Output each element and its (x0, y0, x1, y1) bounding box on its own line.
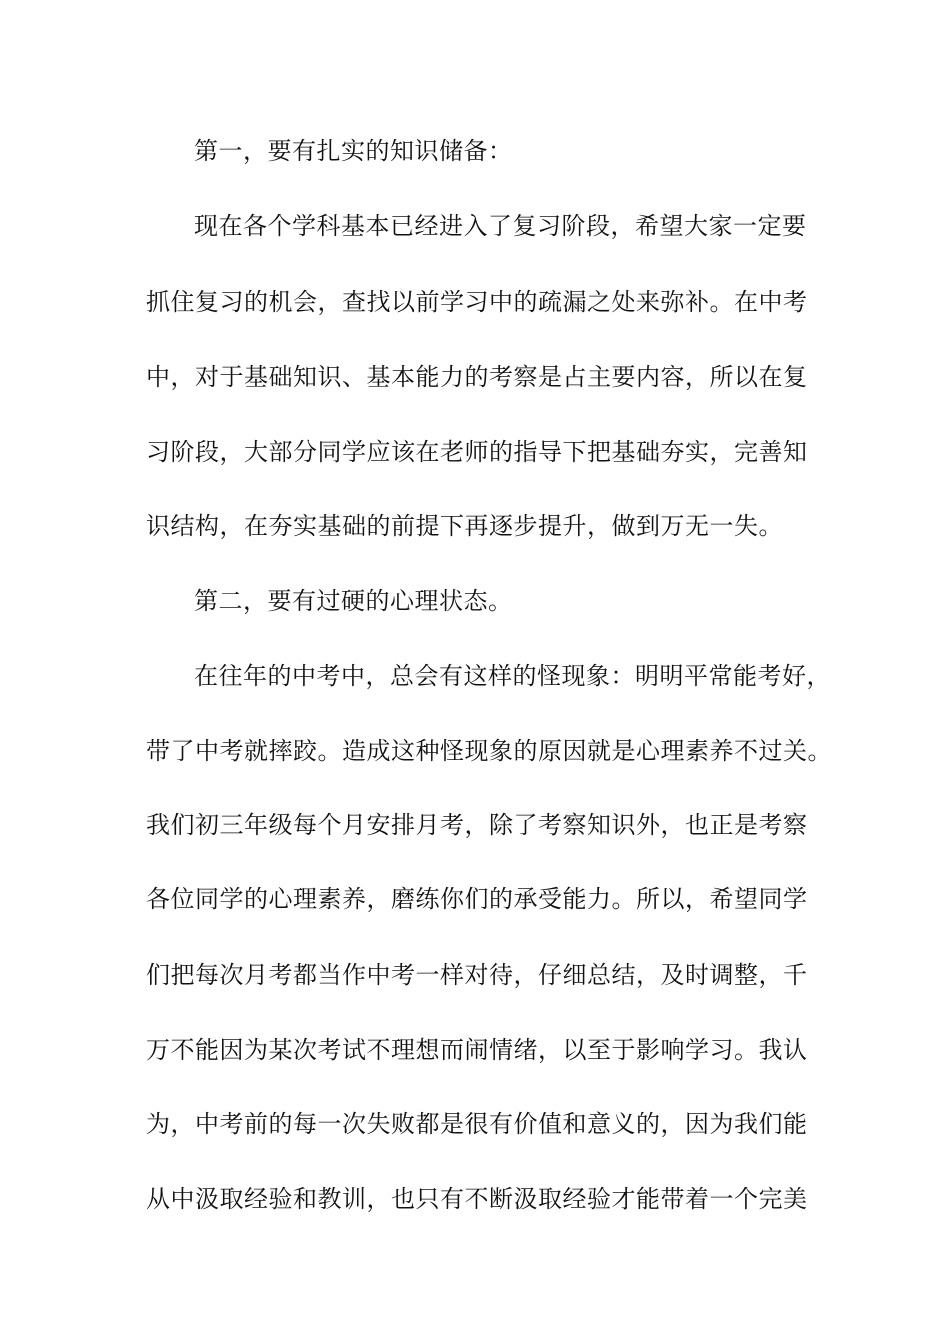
paragraph-line: 抓住复习的机会，查找以前学习中的疏漏之处来弥补。在中考 (146, 288, 808, 316)
paragraph-line: 我们初三年级每个月安排月考，除了考察知识外，也正是考察 (146, 811, 808, 839)
paragraph-line: 中，对于基础知识、基本能力的考察是占主要内容，所以在复 (146, 363, 808, 391)
paragraph-line: 现在各个学科基本已经进入了复习阶段，希望大家一定要 (194, 212, 807, 240)
heading-second-point: 第二，要有过硬的心理状态。 (194, 587, 513, 615)
paragraph-line: 识结构，在夯实基础的前提下再逐步提升，做到万无一失。 (146, 512, 783, 540)
paragraph-line: 带了中考就摔跤。造成这种怪现象的原因就是心理素养不过关。 (146, 737, 832, 765)
paragraph-line: 为，中考前的每一次失败都是很有价值和意义的，因为我们能 (146, 1110, 808, 1138)
paragraph-line: 万不能因为某次考试不理想而闹情绪，以至于影响学习。我认 (146, 1036, 808, 1064)
paragraph-line: 从中汲取经验和教训，也只有不断汲取经验才能带着一个完美 (146, 1185, 808, 1213)
paragraph-line: 们把每次月考都当作中考一样对待，仔细总结，及时调整，千 (146, 961, 808, 989)
heading-first-point: 第一，要有扎实的知识储备： (194, 137, 513, 165)
paragraph-line: 在往年的中考中，总会有这样的怪现象：明明平常能考好， (194, 662, 831, 690)
paragraph-line: 各位同学的心理素养，磨练你们的承受能力。所以，希望同学 (146, 885, 808, 913)
paragraph-line: 习阶段，大部分同学应该在老师的指导下把基础夯实，完善知 (146, 438, 808, 466)
